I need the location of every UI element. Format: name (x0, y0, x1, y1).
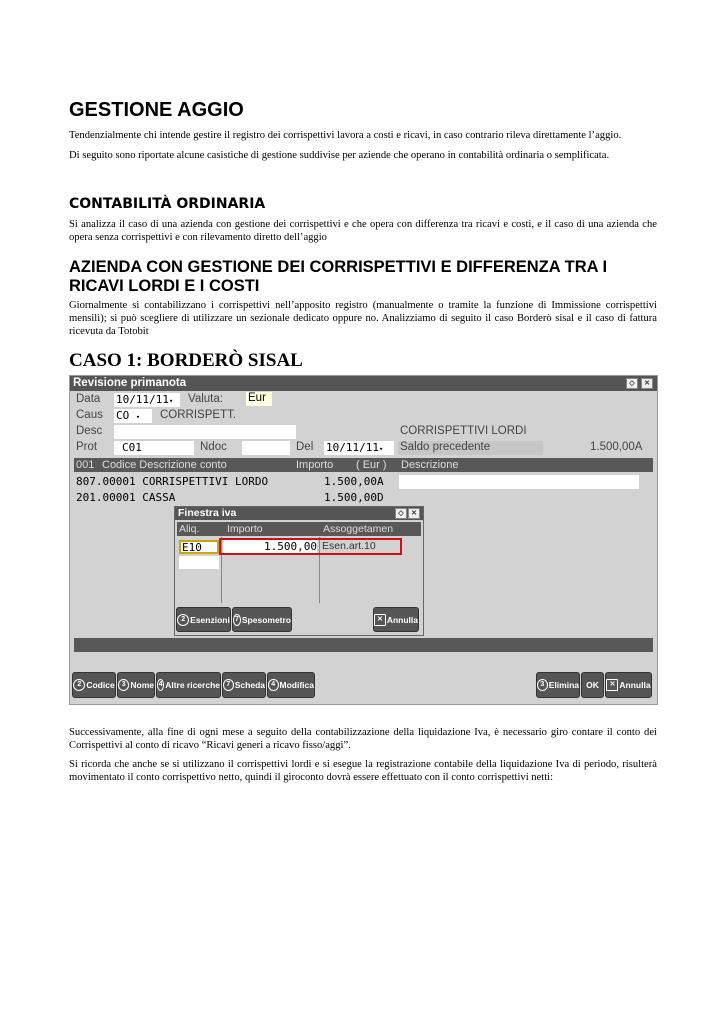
data-label: Data (76, 393, 101, 405)
valuta-label: Valuta: (188, 393, 223, 405)
maximize-icon[interactable]: ◇ (395, 508, 407, 519)
dropdown-icon: ▾ (168, 397, 174, 405)
caus-label: Caus (76, 409, 103, 421)
prot-field[interactable]: C01 (114, 441, 194, 455)
saldo-label-box (398, 441, 543, 455)
grid-header-num: 001 (76, 459, 95, 471)
table-row[interactable]: 201.00001 CASSA (76, 491, 176, 504)
grid-header (74, 458, 653, 472)
intro-paragraph-2: Di seguito sono riportate alcune casistiche di gestione suddivise per aziende che operano in contabilità ordinaria o semplificata. (69, 150, 610, 161)
dropdown-icon: ▾ (135, 413, 141, 421)
grid-header-conto: Codice Descrizione conto (102, 459, 227, 471)
status-band (74, 638, 653, 652)
assoggetamento-value: Esen.art.10 (322, 540, 376, 552)
dropdown-icon: ▾ (378, 445, 384, 453)
modifica-button[interactable]: 4 Modifica (267, 672, 315, 698)
saldo-label: Saldo precedente (400, 441, 491, 453)
aliq-field-empty[interactable] (179, 556, 219, 569)
iva-header-assoggetamento: Assoggetamen (323, 523, 394, 535)
importo-field[interactable]: 1.500,00 (223, 540, 317, 553)
iva-window (174, 506, 424, 636)
intro-paragraph-1: Tendenzialmente chi intende gestire il registro dei corrispettivi lavora a costi e ricavi, in caso contrario rileva direttamente l’aggio. (69, 130, 622, 141)
window-title: Revisione primanota (73, 377, 187, 389)
aliq-field[interactable]: E10 (179, 540, 219, 554)
elimina-button[interactable]: 3 Elimina (536, 672, 580, 698)
scheda-button[interactable]: 7 Scheda (222, 672, 266, 698)
ndoc-field[interactable] (242, 441, 290, 455)
grid-header-importo: Importo (296, 459, 334, 471)
row-description-field[interactable] (399, 475, 639, 489)
desc-field[interactable] (114, 425, 296, 439)
maximize-icon[interactable]: ◇ (626, 378, 638, 389)
esenzioni-button[interactable]: 2 Esenzioni (176, 607, 231, 632)
valuta-field[interactable]: Eur (246, 392, 272, 406)
caus-field[interactable]: CO ▾ (114, 409, 152, 423)
window-titlebar (70, 376, 657, 391)
iva-grid-header (177, 522, 421, 536)
altre-ricerche-button[interactable]: 4 Altre ricerche (156, 672, 221, 698)
table-row[interactable]: 807.00001 CORRISPETTIVI LORDO (76, 475, 269, 488)
close-icon[interactable]: ✕ (408, 508, 420, 519)
cancel-icon: ✕ (606, 679, 618, 691)
grid-header-descrizione: Descrizione (401, 459, 459, 471)
data-field[interactable]: 10/11/11▾ (114, 393, 180, 407)
section-title-azienda: AZIENDA CON GESTIONE DEI CORRISPETTIVI E DIFFERENZA TRA I RICAVI LORDI E I COSTI (69, 258, 608, 295)
ok-button[interactable]: OK (581, 672, 604, 698)
annulla-button[interactable]: ✕ Annulla (605, 672, 652, 698)
del-field[interactable]: 10/11/11▾ (324, 441, 394, 455)
del-label: Del (296, 441, 314, 453)
spesometro-button[interactable]: 7 Spesometro (232, 607, 292, 632)
row-amount: 1.500,00D (324, 491, 384, 504)
section-title-contabilita: CONTABILITÀ ORDINARIA (69, 196, 266, 212)
after-paragraph-1: Successivamente, alla fine di ogni mese a seguito della contabilizzazione della liquidazione Iva, è necessario giro contare il conto dei Corrispettivi al conto di ricavo “Ricavi generi a ricavo fisso/aggi”. (69, 727, 657, 751)
close-icon[interactable]: ✕ (641, 378, 653, 389)
grid-header-eur: ( Eur ) (356, 459, 387, 471)
primanota-screenshot (69, 375, 658, 705)
case-title: CASO 1: BORDERÒ SISAL (69, 350, 303, 371)
cancel-icon: ✕ (374, 614, 386, 626)
iva-header-aliq: Aliq. (179, 523, 200, 535)
page-title: GESTIONE AGGIO (69, 99, 244, 121)
after-paragraph-2: Si ricorda che anche se si utilizzano il corrispettivi lordi e si esegue la registrazione contabile della liquidazione Iva di periodo, risulterà movimentato il conto corrispettivo netto, quindi il giroconto dovrà essere effettuato con il conto corrispettivi netti: (69, 759, 657, 783)
account-title: CORRISPETTIVI LORDI (400, 425, 527, 437)
row-amount: 1.500,00A (324, 475, 384, 488)
codice-button[interactable]: 2 Codice (72, 672, 116, 698)
nome-button[interactable]: 3 Nome (117, 672, 155, 698)
section-text-contabilita: Si analizza il caso di una azienda con gestione dei corrispettivi e che opera con differenza tra ricavi e costi, e il caso di una azienda che opera senza corrispettivi e con rilevamento diretto dell’aggio (69, 219, 657, 243)
desc-label: Desc (76, 425, 103, 437)
section-text-azienda: Giornalmente si contabilizzano i corrispettivi nell’apposito registro (manualmente o tramite la funzione di Immissione corrispettivi mensili); si può scegliere di utilizzare un sezionale dedicato oppure no. Analizziamo di seguito il caso Borderò sisal e il caso di fattura ricevuta da Totobit (69, 300, 657, 337)
iva-window-title: Finestra iva (178, 507, 237, 519)
iva-header-importo: Importo (227, 523, 263, 535)
ndoc-label: Ndoc (200, 441, 227, 453)
prot-label: Prot (76, 441, 98, 453)
saldo-value: 1.500,00A (590, 441, 643, 453)
annulla-button[interactable]: ✕ Annulla (373, 607, 419, 632)
caus-description: CORRISPETT. (160, 409, 237, 421)
iva-window-titlebar (175, 507, 423, 520)
